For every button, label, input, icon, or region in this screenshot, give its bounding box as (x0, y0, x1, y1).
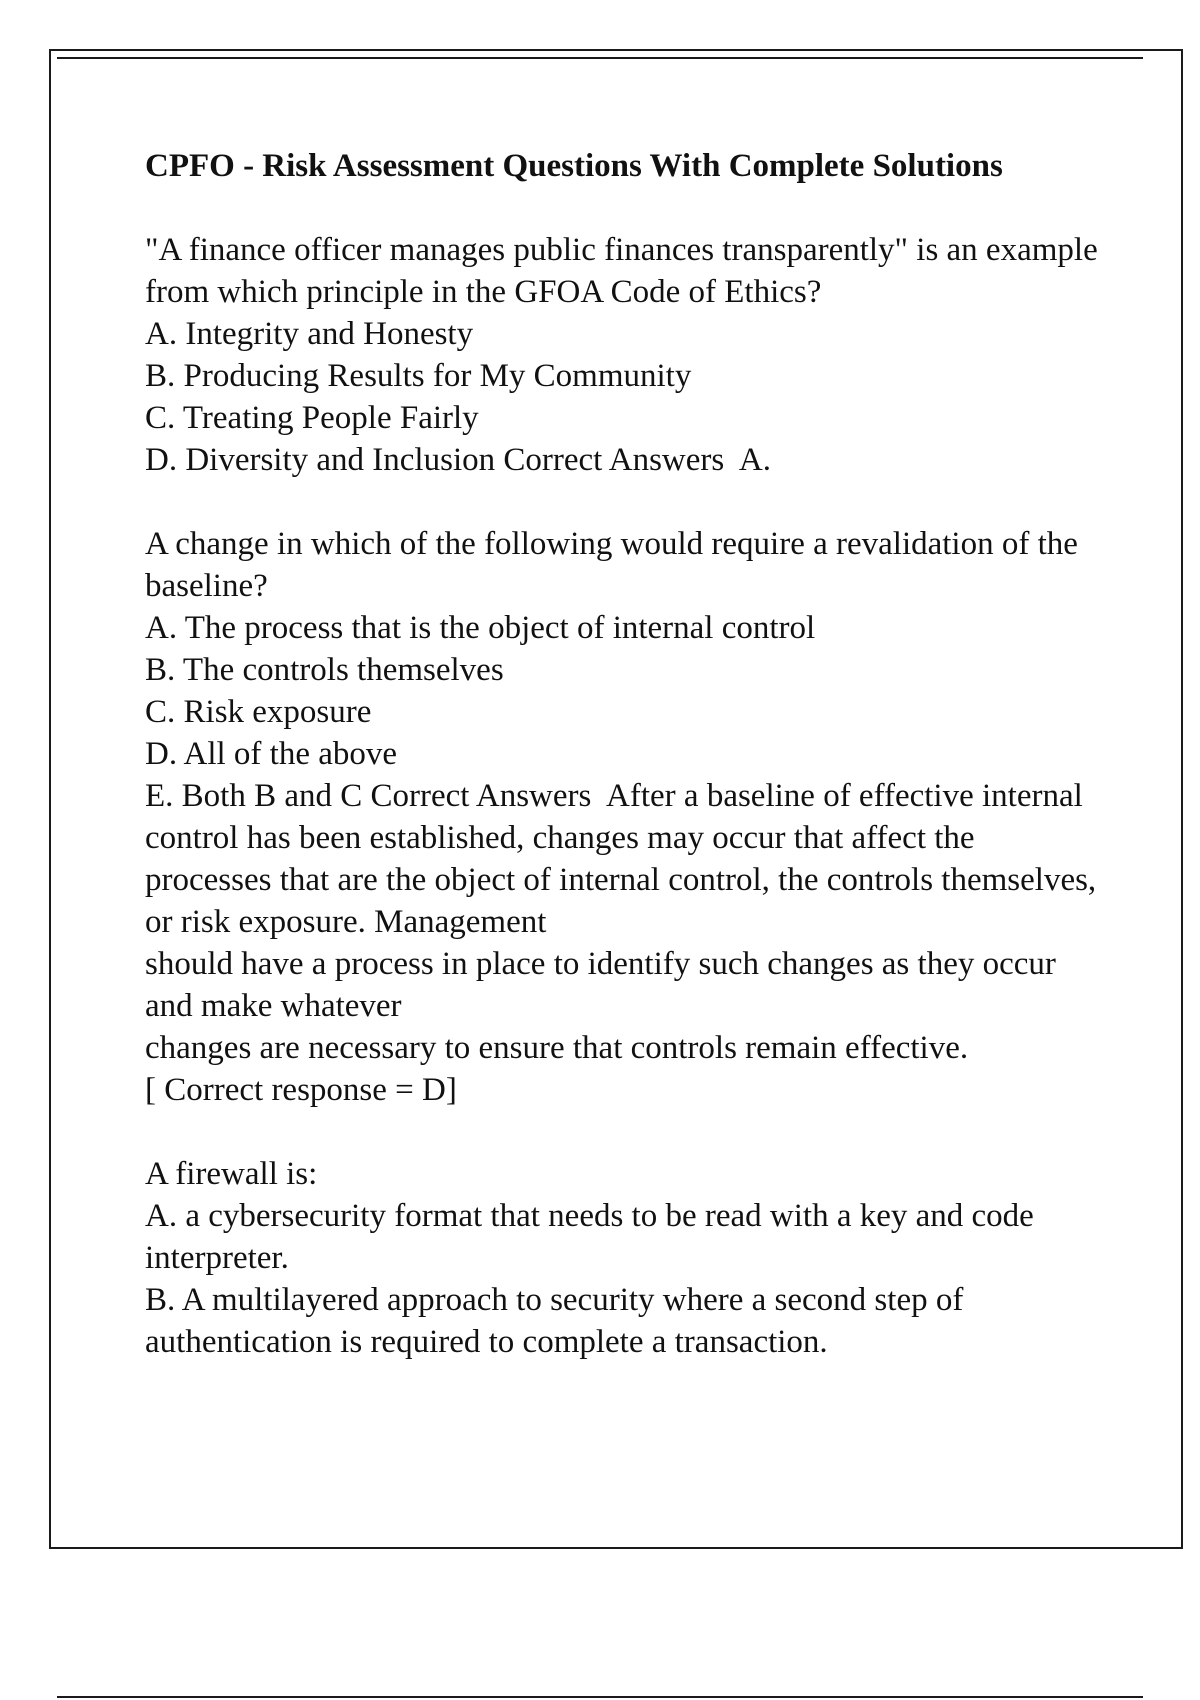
answer-option: C. Treating People Fairly (145, 400, 479, 436)
document-title: CPFO - Risk Assessment Questions With Complete Solutions (145, 148, 1003, 184)
answer-option: A. The process that is the object of internal control (145, 610, 816, 646)
question-block-3 (145, 1153, 1105, 1363)
document-body (145, 145, 1105, 1405)
answer-explanation: should have a process in place to identify such changes as they occur and make whatever (145, 946, 1065, 1024)
answer-option: A. a cybersecurity format that needs to be read with a key and code interpreter. (145, 1198, 1043, 1276)
answer-option-with-answer: E. Both B and C Correct Answers After a baseline of effective internal control has been established, changes may occur that affect the (145, 778, 1092, 856)
answer-option: C. Risk exposure (145, 694, 372, 730)
answer-option: D. All of the above (145, 736, 398, 772)
answer-explanation: changes are necessary to ensure that controls remain effective. (145, 1030, 969, 1066)
question-text: "A finance officer manages public finances transparently" is an example from which principle in the GFOA Code of Ethics? (145, 232, 1106, 310)
answer-explanation: processes that are the object of internal control, the controls themselves, or risk exposure. Management (145, 862, 1105, 940)
answer-option: B. A multilayered approach to security where a second step of authentication is required to complete a transaction. (145, 1282, 972, 1360)
question-block-2 (145, 523, 1105, 1111)
correct-response: [ Correct response = D] (145, 1072, 457, 1108)
answer-option: B. The controls themselves (145, 652, 504, 688)
answer-option-with-answer: D. Diversity and Inclusion Correct Answers A. (145, 442, 771, 478)
answer-option: A. Integrity and Honesty (145, 316, 474, 352)
header-rule (57, 57, 1143, 59)
question-block-1 (145, 229, 1105, 481)
question-text: A change in which of the following would require a revalidation of the baseline? (145, 526, 1087, 604)
footer-rule (57, 1696, 1143, 1698)
answer-option: B. Producing Results for My Community (145, 358, 692, 394)
question-text: A firewall is: (145, 1156, 318, 1192)
